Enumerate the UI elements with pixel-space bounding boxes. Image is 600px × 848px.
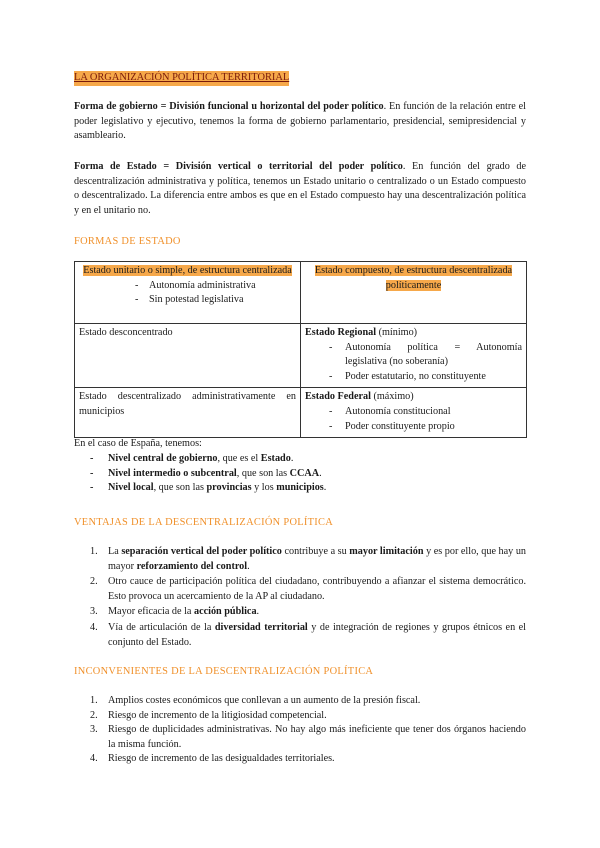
table-cell-desconcentrado (75, 324, 301, 388)
list-item: 3. Riesgo de duplicidades administrativas. No hay algo más ineficiente que tener dos órganos haciendo la misma función. (90, 724, 526, 750)
forma-gobierno-term: Forma de gobierno = División funcional u horizontal del poder político (74, 101, 384, 112)
forma-estado-text: . En función del grado de descentralización administrativa y política, tenemos un Estado unitario o centralizado o un Estado compuesto o descentralizado. La diferencia entre ambos es que en el Estado compuesto hay una descentralización política y en el unitario no. (74, 161, 526, 216)
list-item: 4. Vía de articulación de la diversidad territorial y de integración de regiones y grupos étnicos en el conjunto del Estado. (90, 621, 527, 648)
unitario-heading: Estado unitario o simple, de estructura centralizada (83, 265, 292, 276)
list-item: 4. Riesgo de incremento de las desigualdades territoriales. (90, 753, 335, 765)
list-item: - Sin potestad legislativa (79, 293, 296, 308)
list-item: - Poder constituyente propio (305, 420, 522, 435)
list-item: 1. La separación vertical del poder político contribuye a su mayor limitación y es por ello, que hay un mayor reforzamiento del control. (90, 546, 527, 572)
forma-estado-term: Forma de Estado = División vertical o territorial del poder político (74, 161, 403, 172)
federal-qualifier: (máximo) (370, 391, 414, 403)
desconcentrado-text: Estado desconcentrado (79, 327, 173, 338)
heading-ventajas: VENTAJAS DE LA DESCENTRALIZACIÓN POLÍTICA (74, 517, 334, 528)
table-cell-regional (301, 324, 527, 388)
forma-gobierno-paragraph (74, 100, 526, 144)
federal-list (305, 405, 522, 434)
ventajas-list (74, 545, 526, 650)
descentralizado-text: Estado descentralizado administrativamente en municipios (79, 391, 296, 417)
unitario-list (79, 279, 296, 308)
formas-estado-table (74, 261, 527, 438)
table-cell-descentralizado (75, 388, 301, 438)
list-item: 3. Mayor eficacia de la acción pública. (90, 606, 260, 618)
list-item: - Poder estatutario, no constituyente (305, 370, 522, 385)
forma-estado-paragraph (74, 160, 526, 218)
regional-list (305, 341, 522, 385)
heading-formas-estado: FORMAS DE ESTADO (74, 236, 181, 247)
table-cell-federal (301, 388, 527, 438)
regional-qualifier: (mínimo) (376, 327, 418, 338)
compuesto-heading: Estado compuesto, de estructura descentralizada políticamente (314, 265, 513, 291)
spain-intro: En el caso de España, tenemos: (74, 438, 202, 449)
list-item: - Nivel intermedio o subcentral, que son las CCAA. (90, 467, 322, 479)
list-item: - Nivel local, que son las provincias y los municipios. (90, 482, 327, 494)
heading-inconvenientes: INCONVENIENTES DE LA DESCENTRALIZACIÓN POLÍTICA (74, 666, 374, 677)
regional-term: Estado Regional (305, 327, 377, 338)
document-title: LA ORGANIZACIÓN POLÍTICA TERRITORIAL (74, 71, 289, 86)
inconvenientes-list (74, 694, 526, 767)
list-item: - Autonomía constitucional (305, 405, 522, 420)
table-cell-compuesto (301, 262, 527, 324)
federal-term: Estado Federal (305, 391, 371, 403)
table-cell-unitario (75, 262, 301, 324)
list-item: - Autonomía administrativa (79, 279, 296, 294)
list-item: 2. Riesgo de incremento de la litigiosidad competencial. (90, 709, 327, 721)
list-item: - Autonomía política = Autonomía legislativa (no soberanía) (305, 341, 522, 370)
list-item: - Nivel central de gobierno, que es el Estado. (90, 453, 294, 464)
spain-levels-list (74, 452, 526, 496)
list-item: 2. Otro cauce de participación política del ciudadano, contribuyendo a afianzar el sistema democrático. Esto provoca un acercamiento de la AP al ciudadano. (90, 576, 526, 602)
forma-gobierno-text: . En función de la relación entre el poder legislativo y ejecutivo, tenemos la forma de gobierno parlamentario, presidencial, semipresidencial y asambleario. (74, 101, 526, 142)
list-item: 1. Amplios costes económicos que conllevan a un aumento de la presión fiscal. (90, 695, 421, 706)
